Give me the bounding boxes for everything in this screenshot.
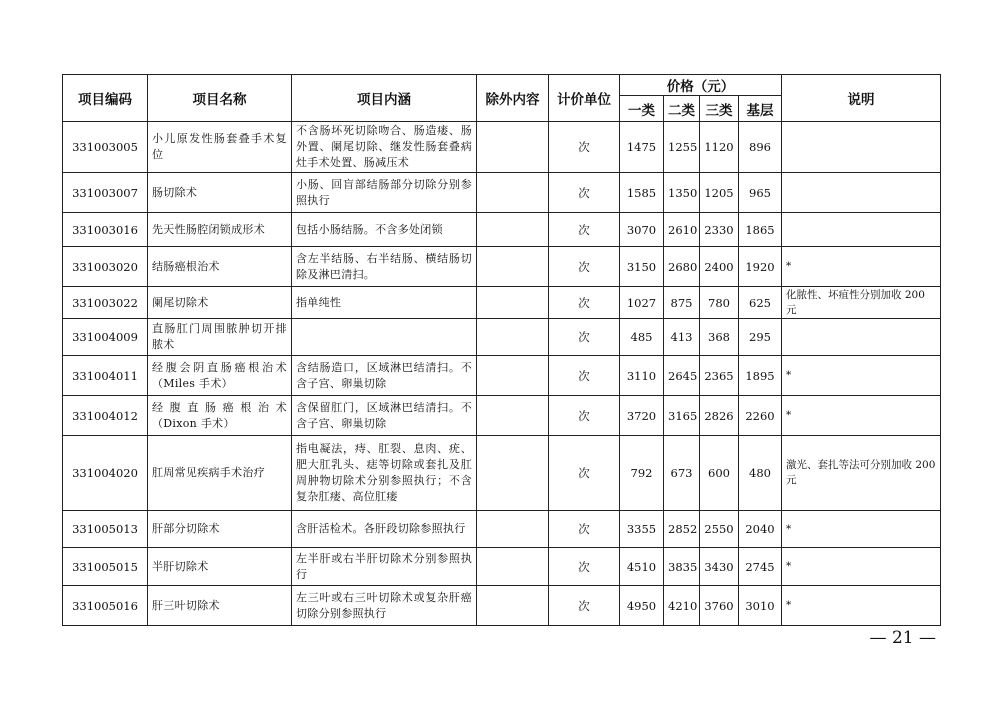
table-row bbox=[63, 287, 941, 319]
price-tier3: 1205 bbox=[700, 173, 739, 213]
item-note: * bbox=[782, 586, 941, 626]
item-content: 指电凝法，痔、肛裂、息肉、疣、肥大肛乳头、痣等切除或套扎及肛周肿物切除术分别参照执行；不含复杂肛瘘、高位肛瘘 bbox=[292, 436, 477, 511]
price-base: 896 bbox=[739, 122, 782, 173]
table-row bbox=[63, 436, 941, 511]
header-code: 项目编码 bbox=[63, 75, 148, 122]
item-code: 331003020 bbox=[63, 247, 148, 287]
table-row bbox=[63, 356, 941, 396]
price-tier3: 780 bbox=[700, 287, 739, 319]
price-base: 295 bbox=[739, 319, 782, 356]
table-row bbox=[63, 122, 941, 173]
item-unit: 次 bbox=[549, 356, 620, 396]
price-tier2: 2610 bbox=[664, 213, 700, 247]
item-exclusions bbox=[477, 511, 549, 548]
item-note: * bbox=[782, 396, 941, 436]
price-tier2: 673 bbox=[664, 436, 700, 511]
item-exclusions bbox=[477, 287, 549, 319]
header-tier1: 一类 bbox=[620, 96, 664, 122]
item-note bbox=[782, 173, 941, 213]
item-note bbox=[782, 319, 941, 356]
price-tier2: 2680 bbox=[664, 247, 700, 287]
item-content: 左三叶或右三叶切除术或复杂肝癌切除分别参照执行 bbox=[292, 586, 477, 626]
item-content: 包括小肠结肠。不含多处闭锁 bbox=[292, 213, 477, 247]
item-note: * bbox=[782, 548, 941, 586]
price-tier3: 3430 bbox=[700, 548, 739, 586]
item-unit: 次 bbox=[549, 436, 620, 511]
item-note: * bbox=[782, 356, 941, 396]
item-code: 331003022 bbox=[63, 287, 148, 319]
item-content: 指单纯性 bbox=[292, 287, 477, 319]
price-base: 480 bbox=[739, 436, 782, 511]
price-base: 1920 bbox=[739, 247, 782, 287]
item-exclusions bbox=[477, 122, 549, 173]
item-unit: 次 bbox=[549, 586, 620, 626]
price-base: 1865 bbox=[739, 213, 782, 247]
price-tier3: 2365 bbox=[700, 356, 739, 396]
price-tier1: 1585 bbox=[620, 173, 664, 213]
item-name: 半肝切除术 bbox=[148, 548, 292, 586]
price-tier2: 413 bbox=[664, 319, 700, 356]
item-exclusions bbox=[477, 319, 549, 356]
item-exclusions bbox=[477, 436, 549, 511]
item-exclusions bbox=[477, 396, 549, 436]
item-content: 含肝活检术。各肝段切除参照执行 bbox=[292, 511, 477, 548]
item-code: 331004011 bbox=[63, 356, 148, 396]
item-name: 小儿原发性肠套叠手术复位 bbox=[148, 122, 292, 173]
item-code: 331005015 bbox=[63, 548, 148, 586]
table-row bbox=[63, 247, 941, 287]
item-note: * bbox=[782, 511, 941, 548]
price-tier1: 3720 bbox=[620, 396, 664, 436]
price-tier3: 2330 bbox=[700, 213, 739, 247]
price-tier3: 2550 bbox=[700, 511, 739, 548]
page-number: — 21 — bbox=[869, 628, 936, 648]
price-tier1: 792 bbox=[620, 436, 664, 511]
price-tier1: 1475 bbox=[620, 122, 664, 173]
item-content: 含保留肛门，区域淋巴结清扫。不含子宫、卵巢切除 bbox=[292, 396, 477, 436]
table-row bbox=[63, 173, 941, 213]
price-tier2: 4210 bbox=[664, 586, 700, 626]
item-code: 331003016 bbox=[63, 213, 148, 247]
item-name: 经腹直肠癌根治术（Dixon 手术） bbox=[148, 396, 292, 436]
item-name: 肝三叶切除术 bbox=[148, 586, 292, 626]
item-unit: 次 bbox=[549, 122, 620, 173]
item-note: 化脓性、坏疽性分别加收 200 元 bbox=[782, 287, 941, 319]
item-name: 经腹会阴直肠癌根治术（Miles 手术） bbox=[148, 356, 292, 396]
table-row bbox=[63, 319, 941, 356]
price-tier3: 368 bbox=[700, 319, 739, 356]
item-unit: 次 bbox=[549, 247, 620, 287]
price-tier2: 3835 bbox=[664, 548, 700, 586]
item-unit: 次 bbox=[549, 173, 620, 213]
table-row bbox=[63, 396, 941, 436]
item-unit: 次 bbox=[549, 511, 620, 548]
item-unit: 次 bbox=[549, 396, 620, 436]
table-body bbox=[63, 122, 941, 626]
price-base: 2040 bbox=[739, 511, 782, 548]
price-tier2: 1350 bbox=[664, 173, 700, 213]
item-code: 331003005 bbox=[63, 122, 148, 173]
item-code: 331004012 bbox=[63, 396, 148, 436]
item-exclusions bbox=[477, 213, 549, 247]
price-tier3: 1120 bbox=[700, 122, 739, 173]
item-code: 331004020 bbox=[63, 436, 148, 511]
item-unit: 次 bbox=[549, 319, 620, 356]
header-note: 说明 bbox=[782, 75, 941, 122]
item-name: 先天性肠腔闭锁成形术 bbox=[148, 213, 292, 247]
table-row bbox=[63, 213, 941, 247]
item-name: 直肠肛门周围脓肿切开排脓术 bbox=[148, 319, 292, 356]
price-tier2: 3165 bbox=[664, 396, 700, 436]
price-base: 625 bbox=[739, 287, 782, 319]
price-base: 2260 bbox=[739, 396, 782, 436]
price-tier3: 3760 bbox=[700, 586, 739, 626]
price-tier1: 1027 bbox=[620, 287, 664, 319]
table-row bbox=[63, 511, 941, 548]
item-content: 左半肝或右半肝切除术分别参照执行 bbox=[292, 548, 477, 586]
price-base: 2745 bbox=[739, 548, 782, 586]
item-content: 含左半结肠、右半结肠、横结肠切除及淋巴清扫。 bbox=[292, 247, 477, 287]
table-row bbox=[63, 586, 941, 626]
price-tier1: 3355 bbox=[620, 511, 664, 548]
price-tier2: 2852 bbox=[664, 511, 700, 548]
item-name: 肛周常见疾病手术治疗 bbox=[148, 436, 292, 511]
item-note: * bbox=[782, 247, 941, 287]
header-price-group: 价格（元） bbox=[620, 75, 782, 96]
item-unit: 次 bbox=[549, 287, 620, 319]
price-base: 1895 bbox=[739, 356, 782, 396]
table-row bbox=[63, 548, 941, 586]
item-name: 阑尾切除术 bbox=[148, 287, 292, 319]
item-code: 331004009 bbox=[63, 319, 148, 356]
price-base: 3010 bbox=[739, 586, 782, 626]
price-tier1: 4950 bbox=[620, 586, 664, 626]
price-table bbox=[62, 74, 941, 626]
item-name: 肠切除术 bbox=[148, 173, 292, 213]
price-tier2: 1255 bbox=[664, 122, 700, 173]
price-tier2: 2645 bbox=[664, 356, 700, 396]
header-name: 项目名称 bbox=[148, 75, 292, 122]
item-exclusions bbox=[477, 586, 549, 626]
item-exclusions bbox=[477, 173, 549, 213]
price-tier3: 2826 bbox=[700, 396, 739, 436]
item-name: 肝部分切除术 bbox=[148, 511, 292, 548]
item-content: 含结肠造口，区域淋巴结清扫。不含子宫、卵巢切除 bbox=[292, 356, 477, 396]
item-exclusions bbox=[477, 548, 549, 586]
item-note: 激光、套扎等法可分别加收 200 元 bbox=[782, 436, 941, 511]
item-name: 结肠癌根治术 bbox=[148, 247, 292, 287]
price-tier1: 3110 bbox=[620, 356, 664, 396]
price-tier1: 485 bbox=[620, 319, 664, 356]
item-note bbox=[782, 213, 941, 247]
item-content: 小肠、回盲部结肠部分切除分别参照执行 bbox=[292, 173, 477, 213]
header-exclusions: 除外内容 bbox=[477, 75, 549, 122]
item-content: 不含肠坏死切除吻合、肠造瘘、肠外置、阑尾切除、继发性肠套叠病灶手术处置、肠减压术 bbox=[292, 122, 477, 173]
item-unit: 次 bbox=[549, 548, 620, 586]
item-note bbox=[782, 122, 941, 173]
item-content bbox=[292, 319, 477, 356]
item-exclusions bbox=[477, 247, 549, 287]
item-unit: 次 bbox=[549, 213, 620, 247]
price-tier1: 4510 bbox=[620, 548, 664, 586]
item-code: 331003007 bbox=[63, 173, 148, 213]
item-code: 331005013 bbox=[63, 511, 148, 548]
price-base: 965 bbox=[739, 173, 782, 213]
header-base: 基层 bbox=[739, 96, 782, 122]
price-tier2: 875 bbox=[664, 287, 700, 319]
item-exclusions bbox=[477, 356, 549, 396]
item-code: 331005016 bbox=[63, 586, 148, 626]
header-unit: 计价单位 bbox=[549, 75, 620, 122]
header-content: 项目内涵 bbox=[292, 75, 477, 122]
header-tier3: 三类 bbox=[700, 96, 739, 122]
header-tier2: 二类 bbox=[664, 96, 700, 122]
price-tier3: 600 bbox=[700, 436, 739, 511]
price-tier1: 3150 bbox=[620, 247, 664, 287]
price-tier3: 2400 bbox=[700, 247, 739, 287]
price-tier1: 3070 bbox=[620, 213, 664, 247]
